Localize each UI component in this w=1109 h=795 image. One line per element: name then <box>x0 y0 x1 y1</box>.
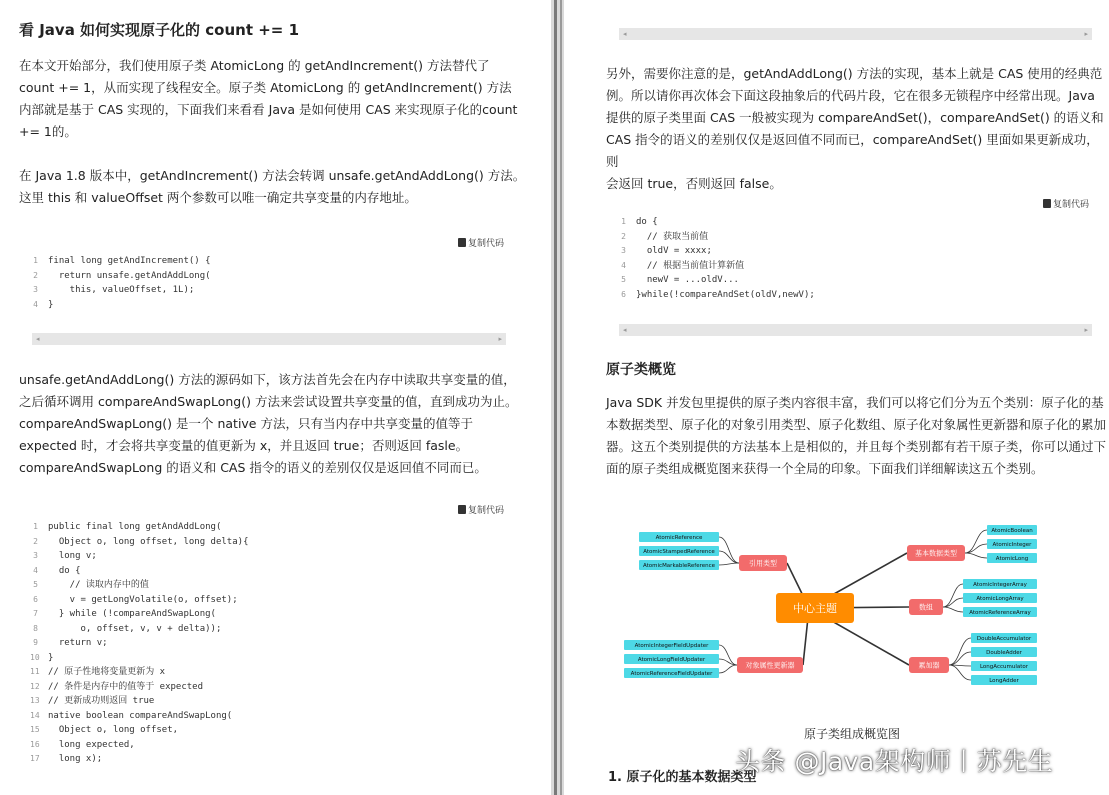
scroll-left-icon[interactable]: ◂ <box>36 335 40 343</box>
copy-icon <box>1043 199 1051 208</box>
copy-code-button[interactable]: 复制代码 <box>1043 197 1089 210</box>
mindmap-branch-label: 对象属性更新器 <box>745 661 795 670</box>
paragraph-overview: Java SDK 并发包里提供的原子类内容很丰富，我们可以将它们分为五个类别：原子化的基 本数据类型、原子化的对象引用类型、原子化数组、原子化对象属性更新器和原子化的累加 器。这五个类别提供的方法基本上是相似的，并且每个类别都有若干原子类，你可以通过下 面的原子类组成概览图来获得一个全局的印象。下面我们详细解读这五个类别。 <box>606 395 1107 476</box>
mindmap-connector <box>719 563 739 565</box>
mindmap-leaf-label: AtomicBoolean <box>991 527 1033 534</box>
mindmap-branch-label: 基本数据类型 <box>915 549 957 558</box>
mindmap-branch-label: 累加器 <box>918 661 940 670</box>
mindmap-leaf-label: AtomicMarkableReference <box>642 562 716 569</box>
mindmap-connector <box>943 598 963 607</box>
mindmap-center-label: 中心主题 <box>793 601 837 615</box>
atomic-classes-mindmap <box>619 520 1039 690</box>
mindmap-leaf-label: AtomicIntegerFieldUpdater <box>634 642 709 649</box>
paragraph-intro: 在本文开始部分，我们使用原子类 AtomicLong 的 getAndIncrement() 方法替代了 count += 1，从而实现了线程安全。原子类 AtomicLong 的 getAndIncrement() 方法 内部就是基于 CAS 实现的，下面我们来看看 Java 是如何使用 CAS 来实现原子化的count += 1的。 <box>19 58 518 139</box>
mindmap-leaf-label: AtomicReference <box>655 534 703 541</box>
code-line: 13 // 更新成功则返回 true <box>30 696 155 706</box>
scroll-right-icon[interactable]: ▸ <box>1084 326 1088 334</box>
mindmap-branch <box>909 599 943 615</box>
mindmap-leaf-label: AtomicLong <box>995 555 1029 562</box>
paragraph-cas-note: 另外，需要你注意的是，getAndAddLong() 方法的实现，基本上就是 CAS 使用的经典范 例。所以请你再次体会下面这段抽象后的代码片段，它在很多无锁程序中经常出现。Java 提供的原子类里面 CAS 一般被实现为 compareAndSet()，compareAndSet() 的语义和 CAS 指令的语义的差别仅仅是返回值不同而已，compareAndSet() 里面如果更新成功，则 会返回 true，否则返回 false。 <box>606 66 1104 191</box>
paragraph-java18: 在 Java 1.8 版本中，getAndIncrement() 方法会转调 unsafe.getAndAddLong() 方法。 这里 this 和 valueOffset 两个参数可以唯一确定共享变量的内存地址。 <box>19 168 526 205</box>
mindmap-leaf <box>971 675 1037 685</box>
mindmap-branch <box>909 657 949 673</box>
mindmap-branch-label: 数组 <box>919 603 933 612</box>
mindmap-connector <box>719 551 739 563</box>
code-line: 11 // 原子性地将变量更新为 x <box>30 667 166 677</box>
mindmap-branch-label: 引用类型 <box>749 559 777 568</box>
mindmap-leaf <box>971 633 1037 643</box>
code-line: 2 Object o, long offset, long delta){ <box>33 536 249 547</box>
mindmap-leaf <box>963 607 1037 617</box>
code-line: 6 }while(!compareAndSet(oldV,newV); <box>621 289 815 300</box>
scroll-left-icon[interactable]: ◂ <box>623 30 627 38</box>
code-line: 14 native boolean compareAndSwapLong( <box>30 710 233 721</box>
mindmap-connector <box>949 652 971 665</box>
mindmap-connector <box>965 544 987 553</box>
code-line: 2 // 获取当前值 <box>621 231 709 242</box>
mindmap-leaf <box>971 661 1037 671</box>
mindmap-leaf-label: AtomicInteger <box>992 541 1032 548</box>
code-line: 9 return v; <box>33 638 108 648</box>
code-line: 3 long v; <box>33 551 97 561</box>
mindmap-leaf <box>987 553 1037 563</box>
code-line: 1 final long getAndIncrement() { <box>33 256 211 266</box>
section-heading: 原子类概览 <box>606 362 676 378</box>
copy-icon <box>458 505 466 514</box>
code-line: 4 } <box>33 299 54 310</box>
scroll-right-icon[interactable]: ▸ <box>498 335 502 343</box>
code-block-cas-loop <box>618 215 815 302</box>
code-line: 17 long x); <box>30 754 103 764</box>
code-line: 5 newV = ...oldV... <box>621 275 739 285</box>
mindmap-leaf <box>624 654 719 664</box>
code-line: 8 o, offset, v, v + delta)); <box>33 623 222 634</box>
mindmap-connector <box>943 607 963 612</box>
mindmap-leaf-label: AtomicReferenceFieldUpdater <box>630 670 713 677</box>
mindmap-leaf-label: LongAdder <box>989 677 1019 684</box>
code-line: 6 v = getLongVolatile(o, offset); <box>33 594 238 605</box>
mindmap-connector <box>943 584 963 607</box>
code-line: 3 oldV = xxxx; <box>621 246 712 256</box>
mindmap-leaf <box>639 560 719 570</box>
mindmap-leaf <box>639 532 719 542</box>
mindmap-leaf <box>624 668 719 678</box>
code-block-getAndAddLong <box>30 520 248 767</box>
code-line: 15 Object o, long offset, <box>30 725 179 735</box>
code-scrollbar[interactable] <box>32 333 506 345</box>
code-line: 4 // 根据当前值计算新值 <box>621 260 745 271</box>
watermark: 头条 @Java架构师丨苏先生 <box>735 747 1054 776</box>
code-line: 4 do { <box>33 565 81 576</box>
mindmap-connector <box>965 530 987 553</box>
right-page <box>564 0 1109 795</box>
code-line: 2 return unsafe.getAndAddLong( <box>33 270 211 281</box>
mindmap-leaf-label: AtomicStampedReference <box>643 548 715 555</box>
left-page <box>0 0 551 795</box>
mindmap-leaf <box>987 539 1037 549</box>
copy-code-button[interactable]: 复制代码 <box>458 236 504 249</box>
mindmap-leaf-label: AtomicLongFieldUpdater <box>637 656 706 663</box>
mindmap-leaf <box>963 579 1037 589</box>
mindmap-leaf <box>639 546 719 556</box>
code-scrollbar[interactable] <box>619 28 1092 40</box>
code-line: 7 } while (!compareAndSwapLong( <box>33 609 216 619</box>
mindmap-leaf <box>624 640 719 650</box>
figure-caption: 原子类组成概览图 <box>804 727 901 741</box>
code-line: 1 public final long getAndAddLong( <box>33 522 222 532</box>
code-line: 12 // 条件是内存中的值等于 expected <box>30 681 204 692</box>
code-block-getAndIncrement <box>30 254 211 312</box>
mindmap-branch <box>907 545 965 561</box>
mindmap-connector <box>949 665 971 680</box>
code-line: 3 this, valueOffset, 1L); <box>33 285 195 295</box>
mindmap-leaf-label: AtomicLongArray <box>976 595 1024 602</box>
scroll-right-icon[interactable]: ▸ <box>1084 30 1088 38</box>
mindmap-leaf <box>963 593 1037 603</box>
code-line: 5 // 读取内存中的值 <box>33 580 149 590</box>
copy-code-button[interactable]: 复制代码 <box>458 503 504 516</box>
code-line: 10 } <box>30 652 54 663</box>
code-line: 1 do { <box>621 217 658 227</box>
mindmap-leaf-label: DoubleAccumulator <box>976 635 1032 642</box>
mindmap-leaf <box>987 525 1037 535</box>
code-line: 16 long expected, <box>30 739 135 750</box>
mindmap-leaf <box>971 647 1037 657</box>
mindmap-center <box>776 593 854 623</box>
mindmap-leaf-label: AtomicReferenceArray <box>969 609 1031 616</box>
paragraph-getAndAddLong: unsafe.getAndAddLong() 方法的源码如下，该方法首先会在内存中读取共享变量的值， 之后循环调用 compareAndSwapLong() 方法来尝试设置共享变量的值，直到成功为止。 compareAndSwapLong() 是一个 native 方法，只有当内存中共享变量的值等于 expected 时，才会将共享变量的值更新为 x，并且返回 true；否则返回 fasle。 compareAndSwapLong 的语义和 CAS 指令的语义的差别仅仅是返回值不同而已。 <box>19 372 518 475</box>
mindmap-leaf-label: LongAccumulator <box>979 663 1029 670</box>
page-divider <box>551 0 564 795</box>
mindmap-leaf-label: AtomicIntegerArray <box>973 581 1027 588</box>
mindmap-connector <box>965 553 987 558</box>
copy-icon <box>458 238 466 247</box>
subsection-heading: 1. 原子化的基本数据类型 <box>608 770 757 785</box>
mindmap-branch <box>739 555 787 571</box>
code-scrollbar[interactable] <box>619 324 1092 336</box>
scroll-left-icon[interactable]: ◂ <box>623 326 627 334</box>
mindmap-branch <box>737 657 803 673</box>
section-heading: 看 Java 如何实现原子化的 count += 1 <box>19 21 300 39</box>
mindmap-connector <box>949 638 971 665</box>
mindmap-connector <box>719 537 739 563</box>
mindmap-connector <box>719 665 737 673</box>
mindmap-leaf-label: DoubleAdder <box>986 649 1022 656</box>
